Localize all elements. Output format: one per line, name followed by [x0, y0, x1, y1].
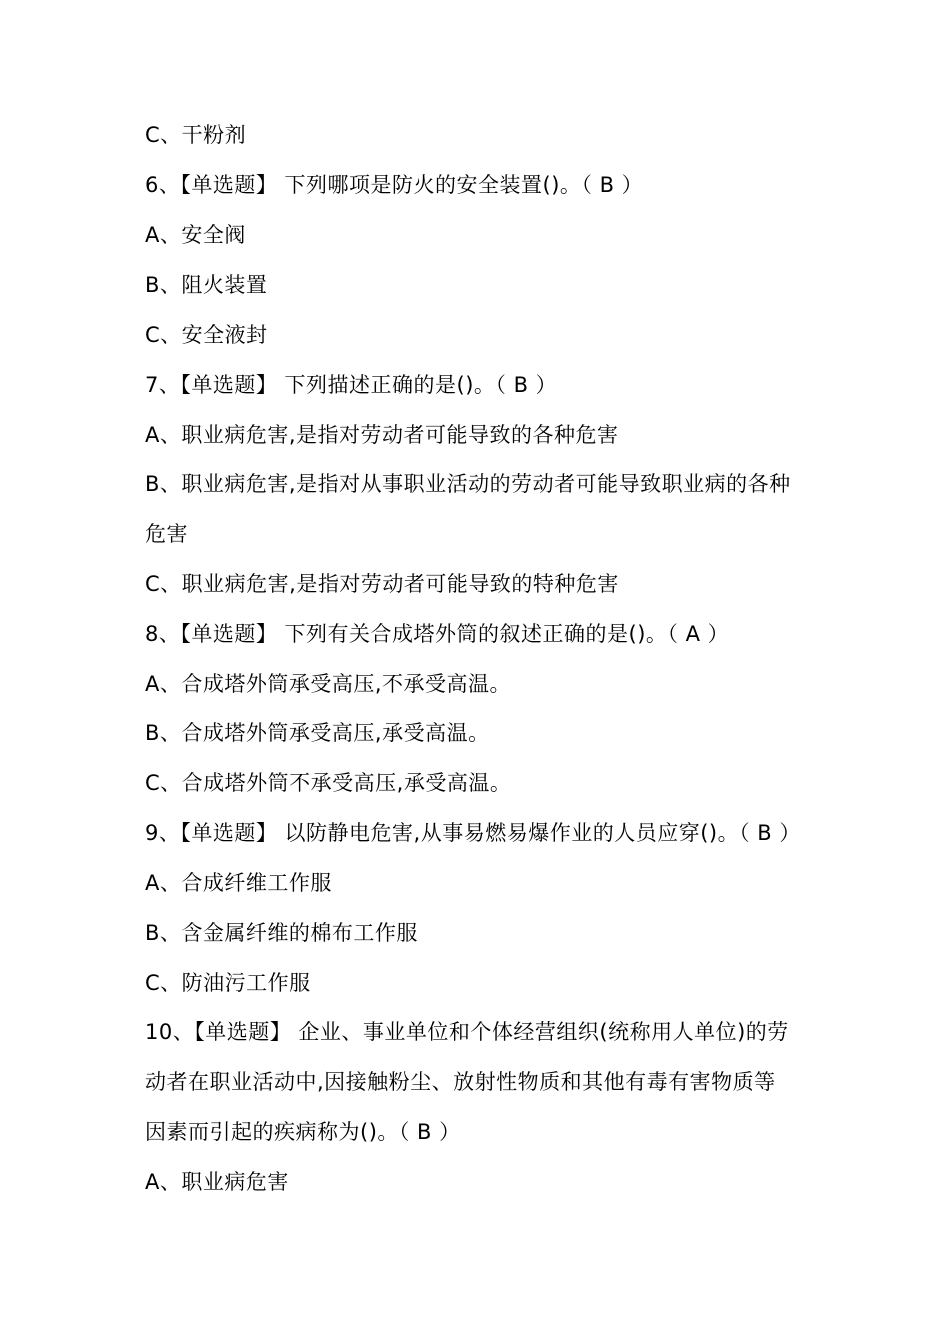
q10-stem-line-1: 10、【单选题】 企业、事业单位和个体经营组织(统称用人单位)的劳: [145, 1020, 789, 1044]
q6-stem: 6、【单选题】 下列哪项是防火的安全装置()。（ B ）: [145, 173, 644, 197]
q8-option-a: A、合成塔外筒承受高压,不承受高温。: [145, 672, 512, 696]
q7-stem: 7、【单选题】 下列描述正确的是()。（ B ）: [145, 373, 558, 397]
q6-option-c: C、安全液封: [145, 323, 268, 347]
q6-option-a: A、安全阀: [145, 223, 246, 247]
q10-option-a: A、职业病危害: [145, 1170, 289, 1194]
q7-option-a: A、职业病危害,是指对劳动者可能导致的各种危害: [145, 423, 619, 447]
q9-option-a: A、合成纤维工作服: [145, 871, 332, 895]
q5-option-c: C、干粉剂: [145, 123, 247, 147]
q9-stem: 9、【单选题】 以防静电危害,从事易燃易爆作业的人员应穿()。（ B ）: [145, 821, 801, 845]
q8-option-c: C、合成塔外筒不承受高压,承受高温。: [145, 771, 512, 795]
q8-stem: 8、【单选题】 下列有关合成塔外筒的叙述正确的是()。（ A ）: [145, 622, 730, 646]
q10-stem-line-2: 动者在职业活动中,因接触粉尘、放射性物质和其他有毒有害物质等: [145, 1070, 776, 1094]
q10-stem-line-3: 因素而引起的疾病称为()。（ B ）: [145, 1120, 461, 1144]
q8-option-b: B、合成塔外筒承受高压,承受高温。: [145, 721, 490, 745]
q9-option-c: C、防油污工作服: [145, 971, 311, 995]
q6-option-b: B、阻火装置: [145, 273, 268, 297]
q7-option-b-continued: 危害: [145, 522, 188, 546]
q7-option-b: B、职业病危害,是指对从事职业活动的劳动者可能导致职业病的各种: [145, 472, 791, 496]
q7-option-c: C、职业病危害,是指对劳动者可能导致的特种危害: [145, 572, 619, 596]
q9-option-b: B、含金属纤维的棉布工作服: [145, 921, 418, 945]
